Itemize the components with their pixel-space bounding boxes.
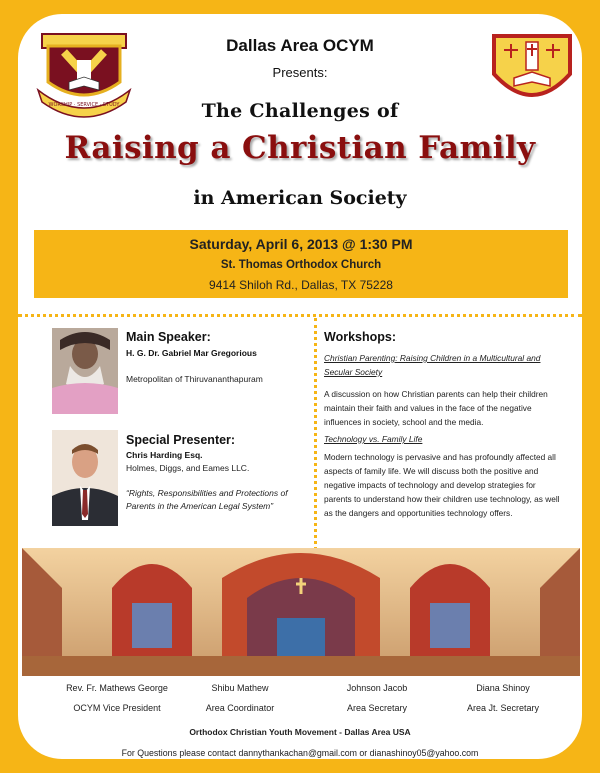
main-speaker-name: H. G. Dr. Gabriel Mar Gregorious [126, 348, 257, 358]
main-speaker-title: Metropolitan of Thiruvananthapuram [126, 374, 263, 384]
officer-2-name: Shibu Mathew [211, 683, 269, 693]
main-speaker-photo [52, 328, 118, 414]
officer-1-role: OCYM Vice President [73, 703, 161, 713]
dotted-divider-vertical [314, 318, 317, 550]
footer-organization: Orthodox Christian Youth Movement - Dallas Area USA [189, 727, 411, 737]
special-presenter-photo [52, 430, 118, 526]
presents-text: Presents: [272, 65, 328, 80]
main-speaker-block [126, 330, 310, 384]
workshop-2-title: Technology vs. Family Life [324, 434, 423, 444]
workshops-block [324, 330, 564, 520]
workshop-1-title: Christian Parenting: Raising Children in a Multicultural and Secular Society [324, 353, 541, 377]
org-title: Dallas Area OCYM [226, 36, 374, 55]
officer-1-name: Rev. Fr. Mathews George [66, 683, 168, 693]
logo-ring-text: WORSHIP · SERVICE · STUDY [48, 102, 120, 108]
dotted-divider-horizontal [18, 314, 582, 317]
officer-4-role: Area Jt. Secretary [466, 703, 540, 713]
officer-4-name: Diana Shinoy [476, 683, 530, 693]
headline-line-1: The Challenges of [201, 100, 399, 122]
headline-main: Raising a Christian Family [64, 130, 536, 166]
event-venue: St. Thomas Orthodox Church [220, 259, 382, 271]
workshop-2-description: Modern technology is pervasive and has profoundly affected all aspects of family life. We will discuss both the positive and negative impacts of technology and develop strategies for parents to understand how their children use technology, as well as the dangers and opportunities technology offers. [324, 452, 560, 518]
special-presenter-firm: Holmes, Diggs, and Eames LLC. [126, 463, 250, 473]
special-presenter-block [126, 433, 310, 513]
event-details-band [34, 230, 568, 298]
special-presenter-topic: “Rights, Responsibilities and Protections of Parents in the American Legal System” [126, 488, 288, 511]
officer-3-name: Johnson Jacob [346, 683, 408, 693]
officer-2-role: Area Coordinator [205, 703, 275, 713]
workshops-heading: Workshops: [324, 330, 396, 344]
workshop-1-description: A discussion on how Christian parents can help their children maintain their faith and values in the face of the negative influences in society, school and the media. [324, 389, 548, 427]
event-address: 9414 Shiloh Rd., Dallas, TX 75228 [209, 278, 393, 292]
church-interior-photo [22, 548, 580, 676]
headline-line-3: in American Society [193, 187, 407, 209]
main-speaker-heading: Main Speaker: [126, 330, 211, 344]
special-presenter-name: Chris Harding Esq. [126, 450, 203, 460]
special-presenter-heading: Special Presenter: [126, 433, 236, 447]
contact-line: For Questions please contact dannythankachan@gmail.com or dianashinoy05@yahoo.com [121, 748, 479, 758]
officer-3-role: Area Secretary [346, 703, 408, 713]
event-datetime: Saturday, April 6, 2013 @ 1:30 PM [189, 236, 413, 252]
